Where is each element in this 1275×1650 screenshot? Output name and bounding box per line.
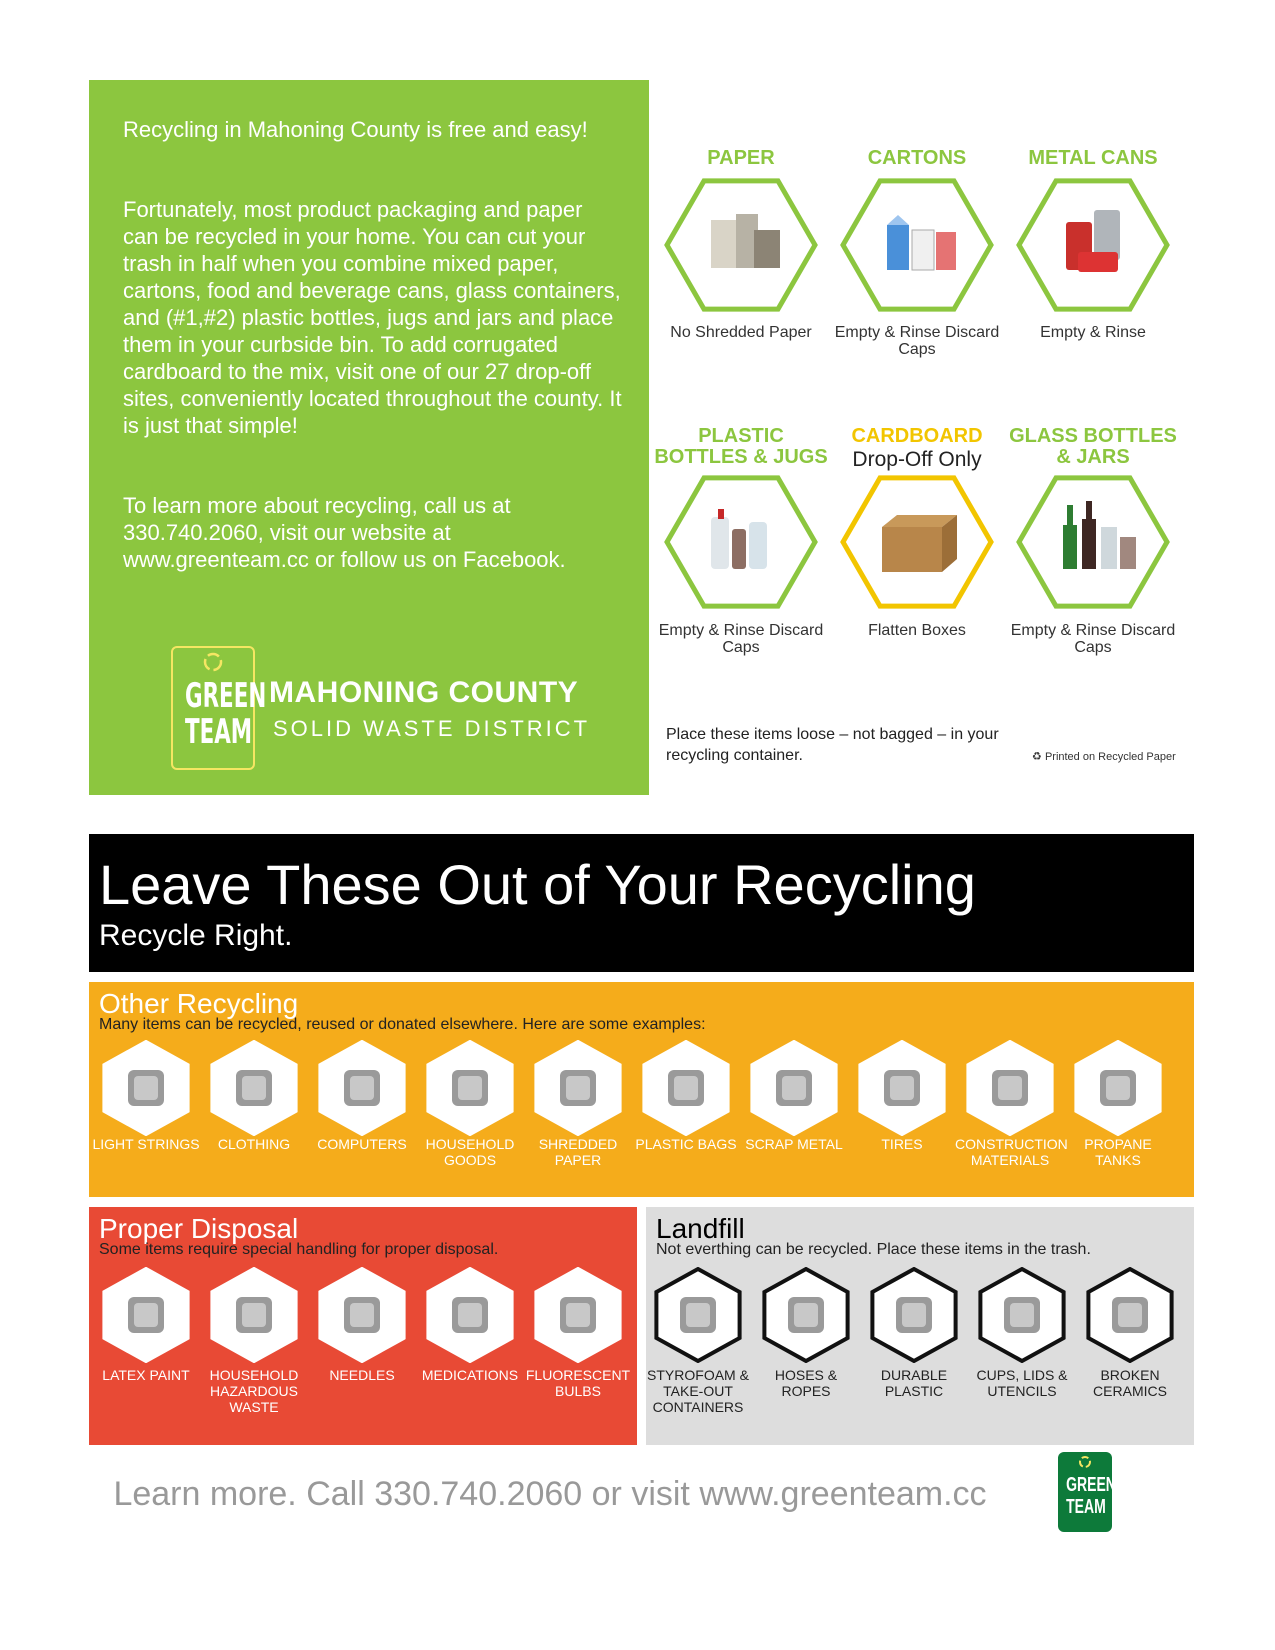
category-title: GLASS BOTTLES & JARS — [1009, 425, 1177, 468]
item-label: HOUSEHOLD HAZARDOUS WASTE — [209, 1367, 299, 1415]
org-subtitle: SOLID WASTE DISTRICT — [273, 716, 591, 741]
intro-contact: To learn more about recycling, call us at 330.740.2060, visit our website at www.greenteam.cc or follow us on Facebook. — [123, 493, 566, 572]
category-note: No Shredded Paper — [670, 324, 812, 341]
item-label: SCRAP METAL — [745, 1136, 843, 1152]
category-note: Flatten Boxes — [868, 622, 966, 639]
item-label: BROKEN CERAMICS — [1093, 1367, 1167, 1399]
item-label: HOUSEHOLD GOODS — [425, 1136, 515, 1168]
plastic-bag-icon — [634, 1040, 738, 1136]
item-label: TIRES — [881, 1136, 923, 1152]
category-note: Empty & Rinse Discard Caps — [834, 324, 1000, 358]
intro-body: Fortunately, most product packaging and paper can be recycled in your home. You can cut your trash in half when you combine mixed paper, cartons, food and beverage cans, glass containers, and (#1,#2) plastic bottles, jugs and jars and place them in your curbside bin. To add corrugated cardboard to the mix, visit one of our 27 drop-off sites, conveniently located throughout the county. It is just that simple! — [123, 197, 622, 438]
intro-headline: Recycling in Mahoning County is free and easy! — [123, 117, 588, 142]
leave-out-banner — [89, 834, 1194, 972]
gas-can-icon — [202, 1267, 306, 1363]
paper-icon — [656, 170, 826, 320]
footer-green-team-logo — [1058, 1452, 1116, 1532]
cfl-bulb-icon — [526, 1267, 630, 1363]
item-label: NEEDLES — [329, 1367, 395, 1383]
clothing-icon — [202, 1040, 306, 1136]
item-label: HOSES & ROPES — [774, 1367, 838, 1399]
tires-icon — [850, 1040, 954, 1136]
landfill-desc: Not everthing can be recycled. Place these items in the trash. — [656, 1241, 1091, 1258]
hose-icon — [754, 1267, 858, 1363]
category-subtitle: Drop-Off Only — [852, 448, 982, 471]
other-title: Other Recycling — [99, 988, 299, 1019]
landfill-section — [646, 1207, 1194, 1445]
footer-text: Learn more. Call 330.740.2060 or visit www.greenteam.cc — [113, 1475, 987, 1513]
shredder-icon — [526, 1040, 630, 1136]
logo-text-green: GREEN — [185, 676, 267, 716]
category-note: Empty & Rinse Discard Caps — [658, 622, 824, 656]
light-strings-icon — [94, 1040, 198, 1136]
item-label: STYROFOAM & TAKE-OUT CONTAINERS — [647, 1367, 749, 1415]
green-team-logo — [171, 646, 267, 770]
plastic-bottles-icon — [656, 467, 826, 617]
toy-truck-icon — [862, 1267, 966, 1363]
syringe-icon — [310, 1267, 414, 1363]
glass-bottles-icon — [1008, 467, 1178, 617]
armchair-icon — [418, 1040, 522, 1136]
propane-tank-icon — [1066, 1040, 1170, 1136]
recycle-icon — [1077, 1455, 1093, 1469]
item-label: CONSTRUCTION MATERIALS — [955, 1136, 1068, 1168]
org-name: MAHONING COUNTY — [269, 676, 579, 709]
cartons-icon — [832, 170, 1002, 320]
item-label: PROPANE TANKS — [1084, 1136, 1152, 1168]
item-label: DURABLE PLASTIC — [880, 1367, 948, 1399]
category-title: CARTONS — [867, 147, 967, 169]
proper-disposal-section — [89, 1207, 637, 1445]
proper-desc: Some items require special handling for proper disposal. — [99, 1241, 499, 1258]
category-title: PAPER — [707, 147, 775, 169]
item-label: CLOTHING — [217, 1136, 291, 1152]
item-label: PLASTIC BAGS — [635, 1136, 737, 1152]
footer-logo-green: GREEN — [1066, 1474, 1116, 1496]
styrofoam-container-icon — [646, 1267, 750, 1363]
cup-utensils-icon — [970, 1267, 1074, 1363]
banner-title: Leave These Out of Your Recycling — [99, 853, 976, 916]
printed-on-text: Printed on Recycled Paper — [1044, 751, 1176, 763]
laptop-icon — [310, 1040, 414, 1136]
bricks-icon — [958, 1040, 1062, 1136]
item-label: LIGHT STRINGS — [92, 1136, 200, 1152]
item-label: MEDICATIONS — [421, 1367, 519, 1383]
other-recycling-section — [89, 982, 1194, 1197]
place-loose-note: Place these items loose – not bagged – in your recycling container. — [666, 726, 999, 764]
category-title: CARDBOARD — [851, 425, 983, 447]
category-title: METAL CANS — [1028, 147, 1158, 169]
metal-cans-icon — [1008, 170, 1178, 320]
scrap-metal-icon — [742, 1040, 846, 1136]
cardboard-box-icon — [832, 467, 1002, 617]
intro-panel — [89, 80, 649, 795]
banner-subtitle: Recycle Right. — [99, 919, 293, 952]
landfill-title: Landfill — [656, 1213, 745, 1244]
item-label: LATEX PAINT — [102, 1367, 190, 1383]
item-label: CUPS, LIDS & UTENCILS — [976, 1367, 1068, 1399]
recycle-icon — [202, 651, 224, 673]
item-label: SHREDDED PAPER — [538, 1136, 618, 1168]
category-title: PLASTIC BOTTLES & JUGS — [654, 425, 828, 468]
pill-bottle-icon — [418, 1267, 522, 1363]
recycle-small-icon: ♻ — [1032, 751, 1042, 763]
other-desc: Many items can be recycled, reused or donated elsewhere. Here are some examples: — [99, 1016, 706, 1033]
broken-ceramics-icon — [1078, 1267, 1182, 1363]
item-label: FLUORESCENT BULBS — [525, 1367, 631, 1399]
footer-logo-team: TEAM — [1066, 1496, 1106, 1518]
printed-on-note — [1032, 750, 1176, 763]
category-note: Empty & Rinse — [1040, 324, 1146, 341]
category-note: Empty & Rinse Discard Caps — [1010, 622, 1176, 656]
paint-can-icon — [94, 1267, 198, 1363]
item-label: COMPUTERS — [317, 1136, 407, 1152]
proper-title: Proper Disposal — [99, 1213, 299, 1244]
logo-text-team: TEAM — [185, 712, 253, 752]
